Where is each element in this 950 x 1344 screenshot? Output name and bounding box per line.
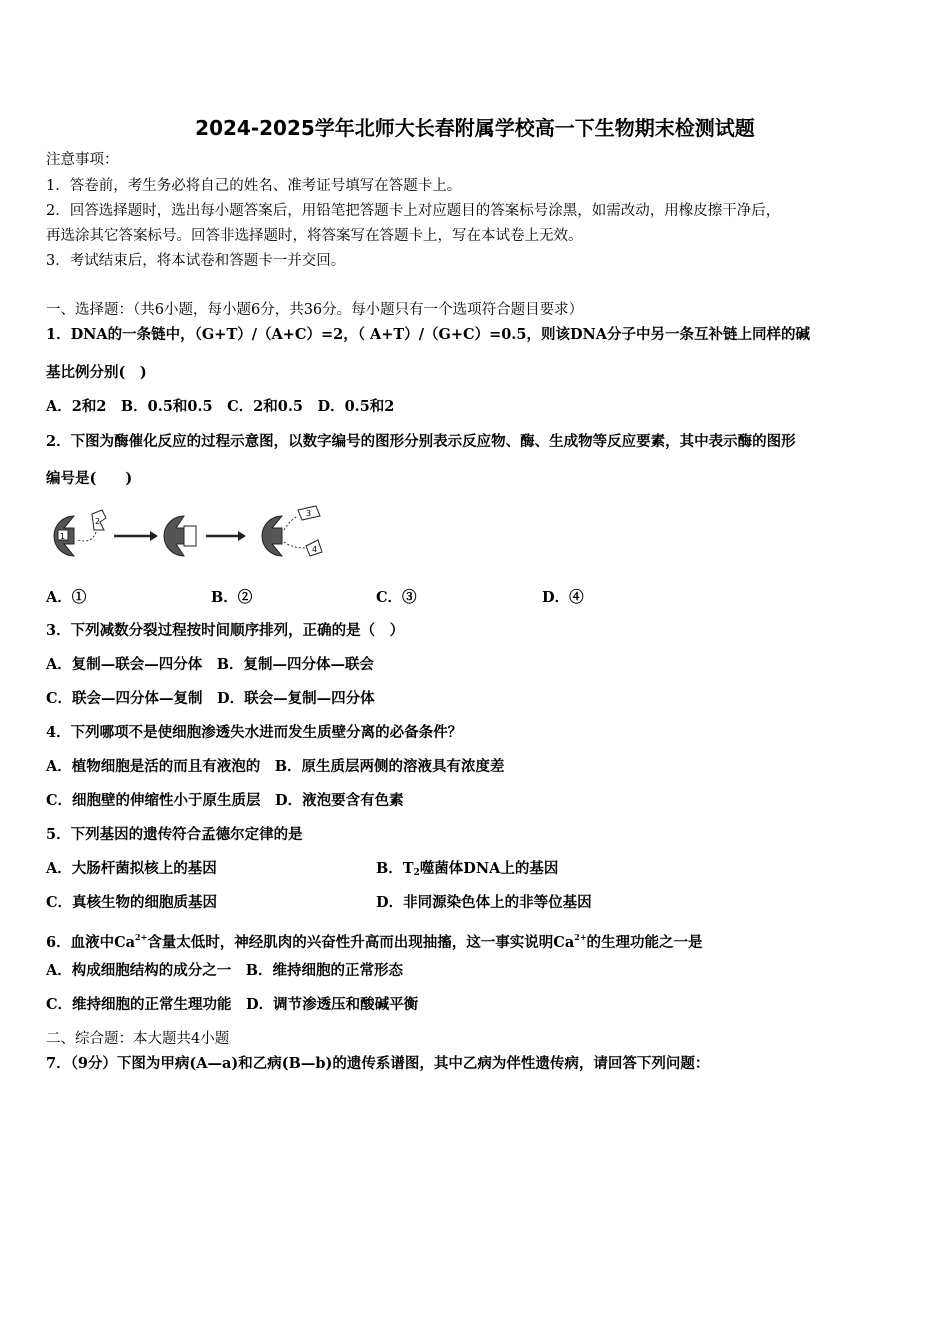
q6-options-2: C．维持细胞的正常生理功能 D．调节渗透压和酸碱平衡 xyxy=(46,996,419,1013)
bound-complex xyxy=(184,526,196,546)
q5-option-b-post: 噬菌体DNA上的基因 xyxy=(419,860,559,877)
notice-item-2-cont: 再选涂其它答案标号。回答非选择题时，将答案写在答题卡上，写在本试卷上无效。 xyxy=(46,228,583,244)
q3-options-1: A．复制—联会—四分体 B．复制—四分体—联会 xyxy=(46,656,375,673)
notice-item-1: 1．答卷前，考生务必将自己的姓名、准考证号填写在答题卡上。 xyxy=(46,178,462,194)
q5-stem: 5．下列基因的遗传符合孟德尔定律的是 xyxy=(46,826,303,843)
q3-stem: 3．下列减数分裂过程按时间顺序排列，正确的是（ ） xyxy=(46,622,405,639)
q2-stem: 2．下图为酶催化反应的过程示意图，以数字编号的图形分别表示反应物、酶、生成物等反应要素，其中表示酶的图形 xyxy=(46,433,796,450)
enzyme-shape-3 xyxy=(262,516,282,556)
enzyme-reaction-figure xyxy=(44,500,344,570)
q6-stem xyxy=(46,927,703,953)
q5-option-a: A．大肠杆菌拟核上的基因 xyxy=(46,860,217,877)
q5-option-b xyxy=(376,859,558,883)
q2-option-c: C．③ xyxy=(376,589,417,606)
q6-stem-c: 的生理功能之一是 xyxy=(586,934,703,951)
q6-sup-2: 2+ xyxy=(574,932,587,942)
q6-sup-1: 2+ xyxy=(135,932,148,942)
notice-heading: 注意事项： xyxy=(46,152,119,168)
curved-pointer-2 xyxy=(284,516,298,530)
q3-options-2: C．联会—四分体—复制 D．联会—复制—四分体 xyxy=(46,690,375,707)
fig-label-1: 1 xyxy=(60,532,66,541)
q5-option-b-sub: 2 xyxy=(413,868,420,878)
fig-label-4: 4 xyxy=(312,545,318,554)
q1-options: A．2和2 B．0.5和0.5 C．2和0.5 D．0.5和2 xyxy=(46,398,395,415)
q4-stem: 4．下列哪项不是使细胞渗透失水进而发生质壁分离的必备条件？ xyxy=(46,724,463,741)
notice-item-2: 2．回答选择题时，选出每小题答案后，用铅笔把答题卡上对应题目的答案标号涂黑，如需改动，用橡皮擦干净后， xyxy=(46,203,781,219)
section-1-heading: 一、选择题：（共6小题，每小题6分，共36分。每小题只有一个选项符合题目要求） xyxy=(46,302,584,318)
fig-label-3: 3 xyxy=(306,509,312,518)
reaction-arrowhead-2 xyxy=(238,531,246,541)
q7-stem: 7．（9分）下图为甲病(A—a)和乙病(B—b)的遗传系谱图，其中乙病为伴性遗传病，请回答下列问题： xyxy=(46,1055,710,1072)
q2-option-d: D．④ xyxy=(542,589,584,606)
reaction-arrowhead-1 xyxy=(150,531,158,541)
q1-stem: 1．DNA的一条链中，（G+T）/（A+C）=2，（ A+T）/（G+C）=0.5，则该DNA分子中另一条互补链上同样的碱 xyxy=(46,326,811,343)
fig-label-2: 2 xyxy=(95,517,101,526)
q4-options-1: A．植物细胞是活的而且有液泡的 B．原生质层两侧的溶液具有浓度差 xyxy=(46,758,505,775)
q2-option-a: A．① xyxy=(46,589,87,606)
curved-pointer-1 xyxy=(78,532,96,541)
q5-option-b-pre: B．T xyxy=(376,860,414,877)
notice-item-3: 3．考试结束后，将本试卷和答题卡一并交回。 xyxy=(46,253,346,269)
enzyme-shape-2 xyxy=(164,516,186,556)
curved-pointer-3 xyxy=(284,542,306,548)
page-title: 2024-2025学年北师大长春附属学校高一下生物期末检测试题 xyxy=(195,116,755,140)
section-2-heading: 二、综合题：本大题共4小题 xyxy=(46,1031,230,1047)
q6-options-1: A．构成细胞结构的成分之一 B．维持细胞的正常形态 xyxy=(46,962,404,979)
q5-option-d: D．非同源染色体上的非等位基因 xyxy=(376,894,592,911)
q1-stem-cont: 基比例分别( ) xyxy=(46,364,147,381)
q4-options-2: C．细胞壁的伸缩性小于原生质层 D．液泡要含有色素 xyxy=(46,792,404,809)
q5-option-c: C．真核生物的细胞质基因 xyxy=(46,894,218,911)
q2-option-b: B．② xyxy=(211,589,253,606)
q6-stem-a: 6．血液中Ca xyxy=(46,934,136,951)
q2-stem-cont: 编号是( ) xyxy=(46,470,133,487)
q6-stem-b: 含量太低时，神经肌肉的兴奋性升高而出现抽搐，这一事实说明Ca xyxy=(147,934,575,951)
